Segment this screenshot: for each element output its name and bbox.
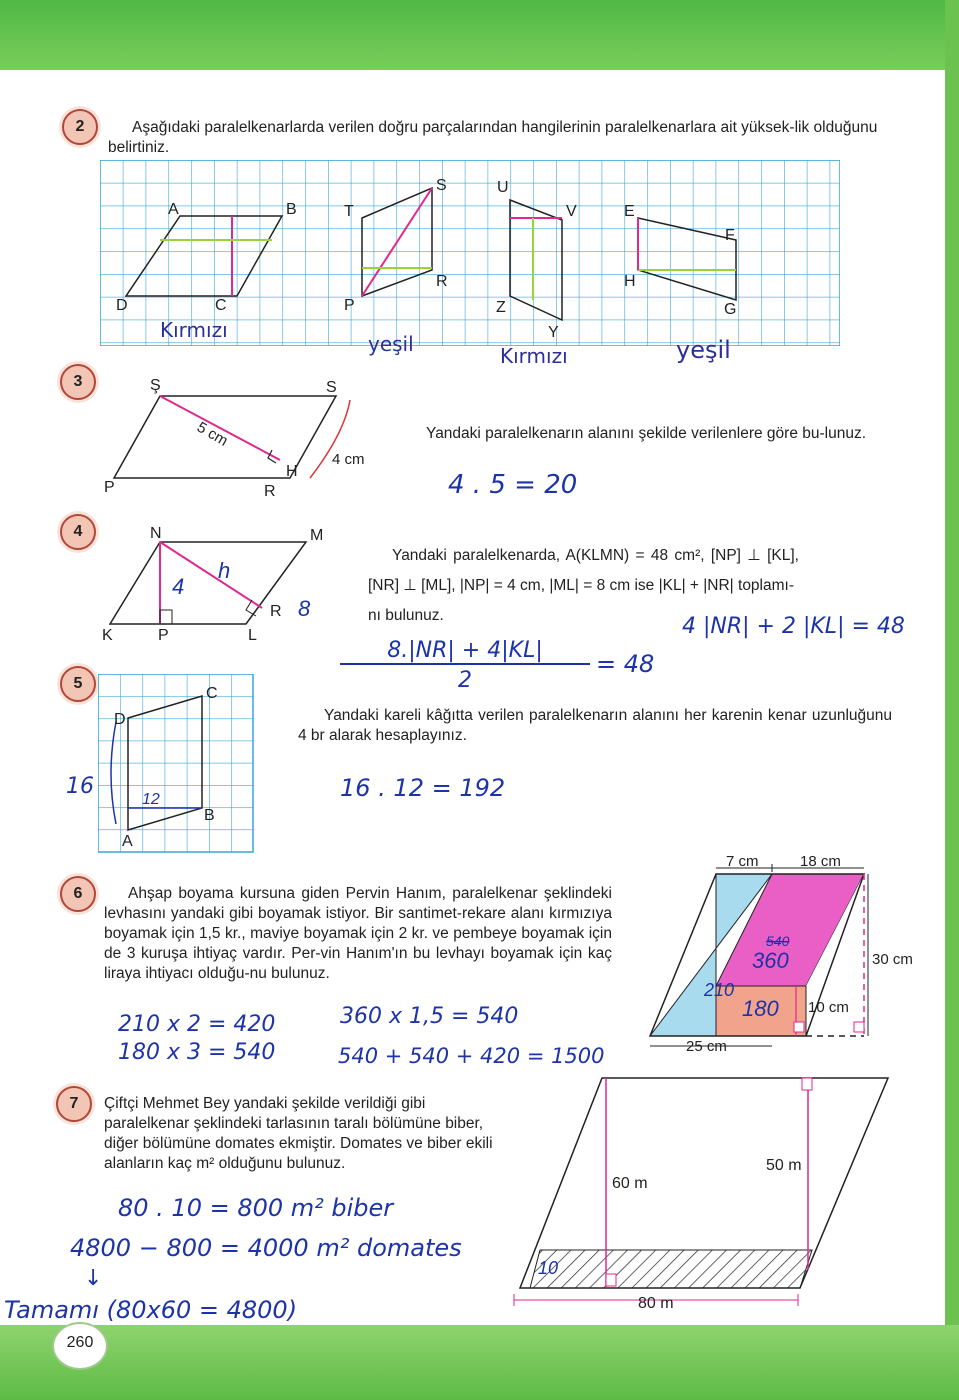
- dim-4cm: 4 cm: [332, 451, 365, 468]
- label-m: M: [310, 527, 324, 544]
- question-7-text: Çiftçi Mehmet Bey yandaki şekilde verildiği gibi paralelkenar şeklindeki tarlasının taralı bölümüne biber, diğer bölümüne domates ekmiştir. Domates ve biber ekili alanların kaç m² olduğunu bulunuz.: [104, 1095, 493, 1172]
- question-4-line3: nı bulunuz.: [368, 607, 444, 624]
- label-f: F: [725, 227, 735, 244]
- q6-work-3: 360 x 1,5 = 540: [340, 1004, 519, 1029]
- note-360: 360: [752, 948, 789, 973]
- question-5-text: Yandaki kareli kâğıtta verilen paralelkenarın alanını her karenin kenar uzunluğunu 4 br alarak hesaplayınız.: [298, 707, 892, 744]
- label-r: R: [436, 273, 448, 290]
- q4-work-right: 4 |NR| + 2 |KL| = 48: [682, 614, 905, 639]
- q5-grid-figure: [98, 674, 254, 854]
- label-k: K: [102, 627, 113, 644]
- header-band: [0, 0, 959, 70]
- label-v: V: [566, 203, 577, 220]
- q6-work-1: 210 x 2 = 420: [118, 1012, 276, 1037]
- label-h: H: [624, 273, 636, 290]
- note-210: 210: [704, 980, 735, 1000]
- label-c: C: [215, 297, 227, 314]
- q3-answer: 4 . 5 = 20: [448, 470, 578, 500]
- q3-figure: [100, 374, 400, 500]
- dim-5cm: 5 cm: [194, 418, 231, 450]
- label-p: P: [158, 627, 169, 644]
- q6-work-2: 180 x 3 = 540: [118, 1040, 276, 1065]
- dim-10cm: 10 cm: [808, 999, 849, 1016]
- q2-answer-4: yeşil: [676, 336, 731, 364]
- q4-work-result: = 48: [596, 650, 655, 678]
- q4-figure: [98, 524, 328, 650]
- label-p: P: [104, 479, 115, 496]
- question-4-line2: [NR] ⊥ [ML], |NP| = 4 cm, |ML| = 8 cm ise |KL| + |NR| toplamı-: [368, 577, 795, 594]
- note-180: 180: [742, 996, 779, 1021]
- q7-work-3: Tamamı (80x60 = 4800): [4, 1296, 298, 1324]
- label-b: B: [204, 807, 215, 824]
- q5-note-16: 16: [66, 774, 94, 799]
- q7-work-2: 4800 − 800 = 4000 m² domates: [70, 1234, 462, 1262]
- dim-60m: 60 m: [612, 1175, 648, 1192]
- label-a: A: [122, 833, 133, 850]
- note-540: 540: [766, 933, 790, 949]
- footer-band: [0, 1325, 959, 1400]
- q4-work-numerator: 8.|NR| + 4|KL|: [340, 638, 590, 665]
- q2-answer-3: Kırmızı: [500, 344, 568, 368]
- q2-answer-1: Kırmızı: [160, 318, 228, 342]
- label-l: L: [248, 627, 257, 644]
- question-6-text: Ahşap boyama kursuna giden Pervin Hanım, paralelkenar şeklindeki levhasını yandaki gibi boyamak istiyor. Bir santimet-rekare alanı kırmızıya boyamak için 1,5 kr., maviye boyamak için 2 kr. ve pembeye boyamak için de 3 kuruşa ihtiyaç vardır. Per-vin Hanım'ın bu levhayı boyamak için kaç liraya ihtiyacı olduğu-nu bulunuz.: [104, 885, 612, 982]
- question-3-text: Yandaki paralelkenarın alanını şekilde verilenlere göre bu-lunuz.: [426, 425, 867, 442]
- question-2-text: Aşağıdaki paralelkenarlarda verilen doğru parçalarından hangilerinin paralelkenarlara ait yüksek-lik olduğunu belirtiniz.: [108, 119, 878, 156]
- dim-25cm: 25 cm: [686, 1038, 727, 1055]
- label-r: R: [264, 483, 276, 500]
- page-number: 260: [66, 1334, 94, 1351]
- q6-board-figure: [646, 850, 924, 1058]
- label-e: E: [624, 203, 635, 220]
- question-3-number: 3: [60, 364, 96, 400]
- label-h: H: [286, 463, 298, 480]
- q6-work-4: 540 + 540 + 420 = 1500: [338, 1044, 605, 1068]
- q2-answer-2: yeşil: [368, 332, 414, 356]
- note-10: 10: [538, 1258, 559, 1278]
- label-c: C: [206, 685, 218, 702]
- q7-field-figure: [510, 1070, 890, 1320]
- question-2-number: 2: [62, 109, 98, 145]
- dim-50m: 50 m: [766, 1157, 802, 1174]
- question-5-number: 5: [60, 666, 96, 702]
- label-d: D: [114, 711, 126, 728]
- label-d: D: [116, 297, 128, 314]
- label-n: N: [150, 525, 162, 542]
- label-u: U: [497, 179, 509, 196]
- question-7-number: 7: [56, 1086, 92, 1122]
- label-t: T: [344, 203, 354, 220]
- q5-answer: 16 . 12 = 192: [340, 774, 506, 802]
- dim-18cm: 18 cm: [800, 853, 841, 870]
- label-s-cedilla: Ş: [150, 377, 161, 394]
- note-h: h: [218, 558, 231, 583]
- note-12: 12: [142, 791, 160, 808]
- q7-arrow: ↓: [84, 1266, 103, 1291]
- label-p: P: [344, 297, 355, 314]
- q4-work-denominator: 2: [458, 668, 472, 693]
- dim-7cm: 7 cm: [726, 853, 759, 870]
- dim-30cm: 30 cm: [872, 951, 913, 968]
- label-r: R: [270, 603, 282, 620]
- question-4-line1: Yandaki paralelkenarda, A(KLMN) = 48 cm², [NP] ⊥ [KL],: [392, 547, 799, 564]
- right-edge-band: [945, 0, 959, 1400]
- question-6-number: 6: [60, 876, 96, 912]
- label-g: G: [724, 301, 737, 318]
- note-4: 4: [172, 574, 185, 599]
- label-a: A: [168, 201, 179, 218]
- note-8: 8: [298, 596, 311, 621]
- q7-work-1: 80 . 10 = 800 m² biber: [118, 1194, 394, 1222]
- label-s: S: [326, 379, 337, 396]
- label-z: Z: [496, 299, 506, 316]
- label-b: B: [286, 201, 297, 218]
- label-y: Y: [548, 324, 559, 341]
- label-s: S: [436, 177, 447, 194]
- question-4-number: 4: [60, 514, 96, 550]
- dim-80m: 80 m: [638, 1295, 674, 1312]
